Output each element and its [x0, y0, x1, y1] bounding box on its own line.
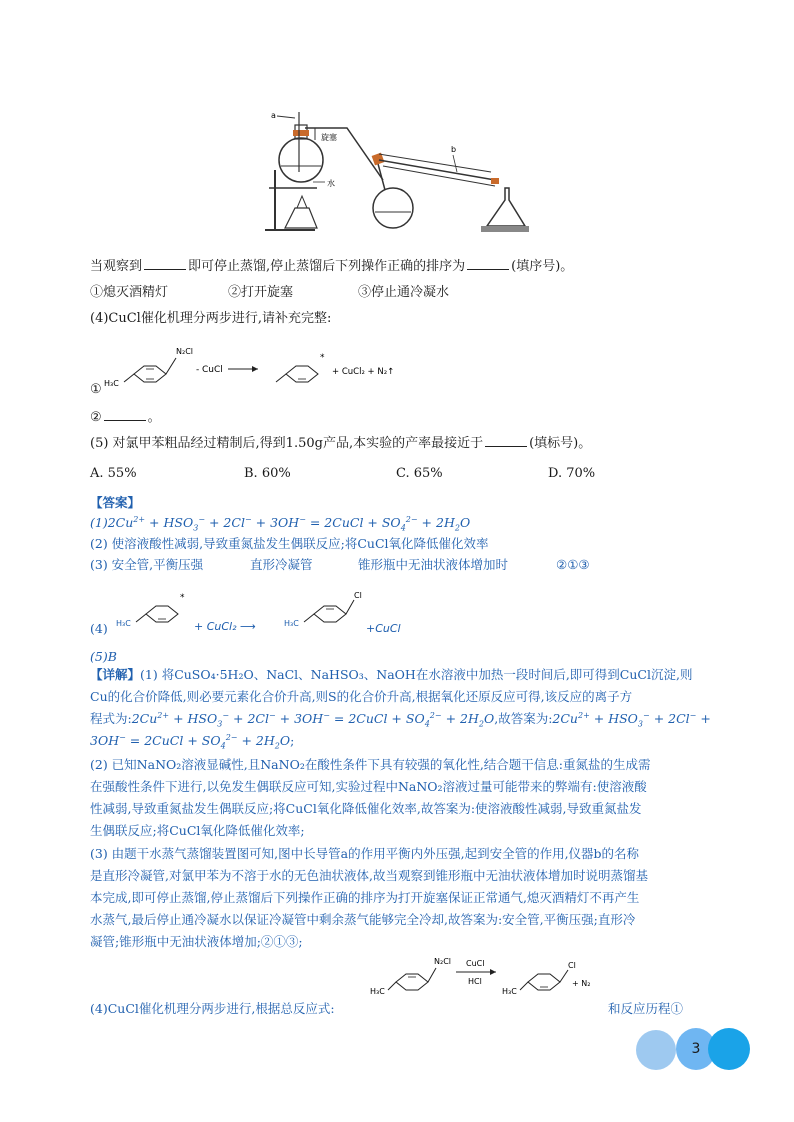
detail-p4-line1-end: 和反应历程①	[608, 1001, 684, 1016]
option-1: ①熄灭酒精灯	[90, 285, 169, 300]
svg-text:H₃C: H₃C	[370, 987, 385, 996]
detail-p3-line1: (3) 由题干水蒸气蒸馏装置图可知,图中长导管a的作用平衡内外压强,起到安全管的作用,仪器b的名称	[90, 846, 640, 861]
answer-blank[interactable]	[467, 257, 509, 270]
svg-text:Cl: Cl	[354, 591, 362, 600]
choice-d[interactable]: D. 70%	[548, 466, 596, 481]
choice-b[interactable]: B. 60%	[244, 466, 291, 481]
step-1-marker: ①	[90, 382, 102, 397]
detail-p3-line2: 是直形冷凝管,对氯甲苯为不溶于水的无色油状液体,故当观察到锥形瓶中无油状液体增加时说明蒸馏基	[90, 868, 648, 883]
svg-text:H₃C: H₃C	[116, 619, 131, 628]
answer-blank[interactable]	[144, 257, 186, 270]
step-1-reaction-diagram	[100, 336, 430, 396]
svg-text:*: *	[180, 593, 185, 603]
option-3: ③停止通冷凝水	[358, 285, 450, 300]
svg-text:CuCl: CuCl	[202, 365, 223, 375]
page-number: 3	[676, 1028, 716, 1070]
step-2-line: ② 。	[90, 410, 161, 425]
question-3-stem: 当观察到 即可停止蒸馏,停止蒸馏后下列操作正确的排序为 (填序号)。	[90, 259, 574, 274]
svg-text:+ CuCl₂ ⟶: + CuCl₂ ⟶	[194, 620, 256, 633]
badge-circle-left	[636, 1030, 676, 1070]
answer-1: $(1)2Cu^{2+} + HSO_3^- + 2Cl^- + 3OH^-$ = 2CuCl + $SO_4^{2-} + 2H_2O$	[90, 514, 471, 533]
distillation-apparatus-diagram	[255, 100, 535, 240]
answer-2: (2) 使溶液酸性减弱,导致重氮盐发生偶联反应;将CuCl氧化降低催化效率	[90, 536, 489, 551]
svg-text:H₃C: H₃C	[502, 987, 517, 996]
svg-text:H₃C: H₃C	[284, 619, 299, 628]
detail-p2-line2: 在强酸性条件下进行,以免发生偶联反应可知,实验过程中NaNO₂溶液过量可能带来的弊端有:使溶液酸	[90, 779, 647, 794]
answer-blank[interactable]	[104, 408, 146, 421]
svg-text:*: *	[320, 353, 325, 363]
answer-3: (3) 安全管,平衡压强 直形冷凝管 锥形瓶中无油状液体增加时 ②①③	[90, 557, 590, 572]
badge-circle-right	[708, 1028, 750, 1070]
svg-text:N₂Cl: N₂Cl	[434, 957, 451, 966]
label-b: b	[451, 145, 457, 154]
label-valve: 旋塞	[321, 133, 337, 142]
svg-text:-: -	[196, 365, 200, 375]
label-water: 水	[327, 179, 335, 188]
detail-p1-line2: Cu的化合价降低,则必要元素化合价升高,则S的化合价升高,根据氧化还原反应可得,该反应的离子方	[90, 689, 633, 704]
answer-blank[interactable]	[485, 434, 527, 447]
detail-p3-line5: 凝管;锥形瓶中无油状液体增加;②①③;	[90, 934, 303, 949]
choice-c[interactable]: C. 65%	[396, 466, 443, 481]
svg-text:+CuCl: +CuCl	[366, 622, 401, 635]
detail-p3-line3: 本完成,即可停止蒸馏,停止蒸馏后下列操作正确的排序为打开旋塞保证正常通气,熄灭酒精灯不再产生	[90, 890, 640, 905]
answer-4-label: (4)	[90, 621, 108, 636]
detail-p4-line1: (4)CuCl催化机理分两步进行,根据总反应式:	[90, 1001, 335, 1016]
question-3-options	[90, 284, 450, 302]
detail-p1-line3: 程式为$:2Cu^{2+} + HSO_3^- + 2Cl^- + 3OH^-$ = 2CuCl + $SO_4^{2-} + 2H_2O$,故答案为$:2Cu^{2+} + HSO_3^- + 2Cl^-$ +	[90, 710, 711, 729]
detail-p1-line1: 【详解】(1) 将CuSO₄·5H₂O、NaCl、NaHSO₃、NaOH在水溶液中加热一段时间后,即可得到CuCl沉淀,则	[90, 667, 693, 682]
answer-5: (5)B	[90, 649, 117, 664]
detail-p1-line4: 3OH− = 2CuCl + $SO_4^{2-} + 2H_2O$;	[90, 732, 295, 751]
answer-4-reaction-diagram	[112, 586, 422, 642]
overall-reaction-diagram	[366, 950, 596, 1000]
detail-p2-line4: 生偶联反应;将CuCl氧化降低催化效率;	[90, 823, 305, 838]
svg-text:+ N₂: + N₂	[572, 979, 591, 988]
label-a: a	[271, 111, 276, 120]
svg-text:N₂Cl: N₂Cl	[176, 347, 193, 356]
detail-p2-line1: (2) 已知NaNO₂溶液显碱性,且NaNO₂在酸性条件下具有较强的氧化性,结合题干信息:重氮盐的生成需	[90, 757, 651, 772]
svg-text:Cl: Cl	[568, 961, 576, 970]
svg-text:+ CuCl₂ + N₂↑: + CuCl₂ + N₂↑	[332, 367, 395, 377]
svg-text:CuCl: CuCl	[466, 959, 485, 968]
svg-text:H₃C: H₃C	[104, 379, 119, 388]
detail-p3-line4: 水蒸气,最后停止通冷凝水以保证冷凝管中剩余蒸气能够完全冷却,故答案为:安全管,平衡压强;直形冷	[90, 912, 636, 927]
question-5-stem: (5) 对氯甲苯粗品经过精制后,得到1.50g产品,本实验的产率最接近于 (填标号)。	[90, 436, 592, 451]
option-2: ②打开旋塞	[228, 285, 294, 300]
question-4-stem: (4)CuCl催化机理分两步进行,请补充完整:	[90, 311, 332, 326]
svg-text:HCl: HCl	[468, 977, 482, 986]
choice-a[interactable]: A. 55%	[90, 466, 137, 481]
detail-p2-line3: 性减弱,导致重氮盐发生偶联反应;将CuCl氧化降低催化效率,故答案为:使溶液酸性减弱,导致重氮盐发	[90, 801, 642, 816]
answer-heading: 【答案】	[90, 495, 141, 510]
